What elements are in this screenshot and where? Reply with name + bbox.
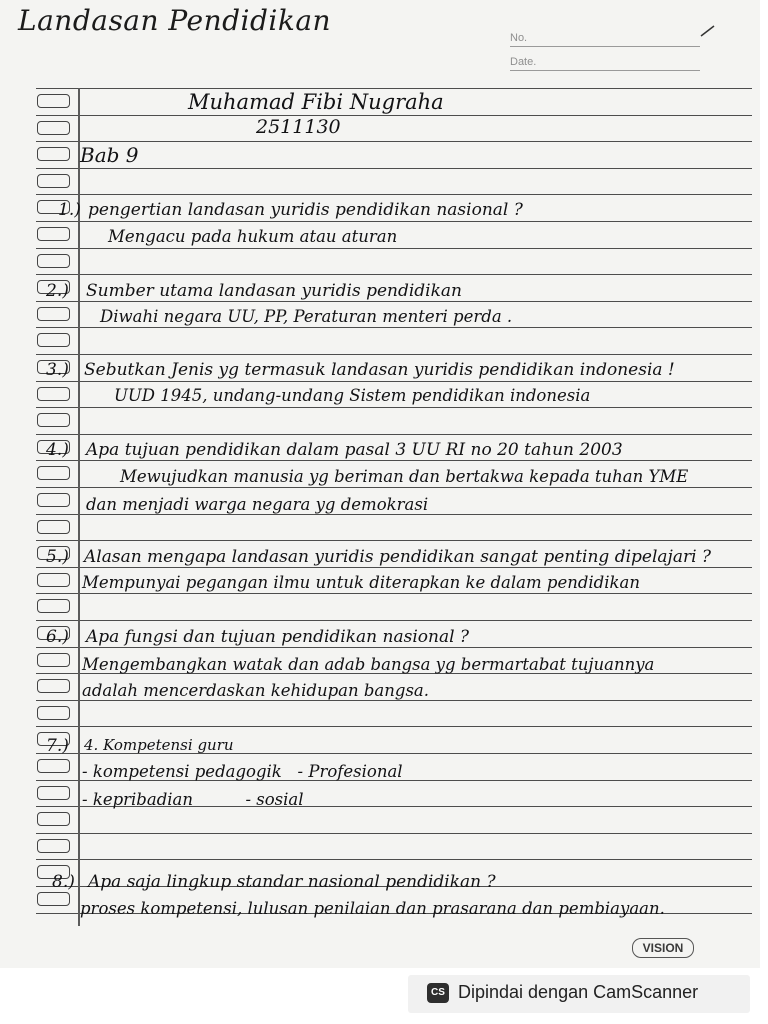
item-number: 8.) [52,872,75,892]
ruled-line [36,407,752,408]
ruled-line [36,354,752,355]
ruled-line [36,194,752,195]
item-question: pengertian landasan yuridis pendidikan nasional ? [88,200,523,220]
item-number: 7.) [46,736,69,756]
ruled-line [36,168,752,169]
no-field [510,32,700,47]
item-number: 2.) [46,281,69,301]
ruled-line [36,88,752,89]
ruled-line [36,460,752,461]
ruled-line [36,115,752,116]
item-question: Apa saja lingkup standar nasional pendidikan ? [88,872,496,892]
ruled-line [36,274,752,275]
ruled-line [36,726,752,727]
ruled-line [36,567,752,568]
ruled-line [36,487,752,488]
margin-checkbox [37,786,70,800]
item-question: Alasan mengapa landasan yuridis pendidikan sangat penting dipelajari ? [84,547,712,567]
item-answer: adalah mencerdaskan kehidupan bangsa. [82,681,429,700]
scanner-watermark [408,975,750,1013]
item-answer: proses kompetensi, lulusan penilaian dan prasarana dan pembiayaan. [80,899,665,918]
margin-checkbox [37,121,70,135]
item-answer: Diwahi negara UU, PP, Peraturan menteri perda . [100,307,513,326]
item-question: Apa fungsi dan tujuan pendidikan nasional ? [86,627,470,647]
ruled-line [36,540,752,541]
date-field [510,56,700,71]
notebook-brand-logo: VISION [632,938,694,958]
ruled-line [36,327,752,328]
no-label: No. [510,32,528,44]
margin-checkbox [37,94,70,108]
ruled-line [36,381,752,382]
item-number: 1.) [58,200,81,220]
margin-checkbox [37,812,70,826]
ruled-line [36,647,752,648]
item-answer: Mempunyai pegangan ilmu untuk diterapkan ke dalam pendidikan [82,573,640,592]
margin-checkbox [37,413,70,427]
margin-checkbox [37,520,70,534]
item-answer: - kompetensi pedagogik - Profesional [82,762,403,781]
ruled-line [36,859,752,860]
margin-checkbox [37,466,70,480]
item-number: 4.) [46,440,69,460]
margin-checkbox [37,387,70,401]
margin-checkbox [37,599,70,613]
item-number: 5.) [46,547,69,567]
margin-checkbox [37,653,70,667]
margin-checkbox [37,307,70,321]
scanner-text: Dipindai dengan CamScanner [458,982,699,1002]
margin-checkbox [37,679,70,693]
item-answer: UUD 1945, undang-undang Sistem pendidikan indonesia [114,386,591,405]
ruled-line [36,301,752,302]
item-answer: Mengacu pada hukum atau aturan [108,227,398,246]
item-number: 3.) [46,360,69,380]
ruled-line [36,248,752,249]
item-question: 4. Kompetensi guru [84,736,234,754]
margin-checkbox [37,333,70,347]
item-question: Sumber utama landasan yuridis pendidikan [86,281,462,301]
ruled-line [36,620,752,621]
camscanner-icon: CS [427,983,449,1003]
item-answer: Mengembangkan watak dan adab bangsa yg bermartabat tujuannya [82,655,655,674]
ruled-line [36,221,752,222]
margin-checkbox [37,254,70,268]
ruled-line [36,700,752,701]
margin-checkbox [37,174,70,188]
margin-checkbox [37,759,70,773]
margin-checkbox [37,839,70,853]
margin-checkbox [37,147,70,161]
item-question: Sebutkan Jenis yg termasuk landasan yuridis pendidikan indonesia ! [84,360,675,380]
margin-checkbox [37,493,70,507]
ruled-line [36,434,752,435]
chapter-label: Bab 9 [80,143,139,167]
pen-stroke-mark [700,24,716,38]
item-answer: - kepribadian - sosial [82,790,304,809]
date-label: Date. [510,56,537,68]
ruled-line [36,833,752,834]
item-answer: dan menjadi warga negara yg demokrasi [86,495,429,514]
ruled-line [36,141,752,142]
margin-checkbox [37,706,70,720]
margin-checkbox [37,892,70,906]
item-answer: Mewujudkan manusia yg beriman dan bertakwa kepada tuhan YME [120,467,689,486]
notebook-header-title: Landasan Pendidikan [18,4,332,37]
margin-checkbox [37,227,70,241]
student-name: Muhamad Fibi Nugraha [188,90,444,114]
item-question: Apa tujuan pendidikan dalam pasal 3 UU RI no 20 tahun 2003 [86,440,623,460]
ruled-line [36,514,752,515]
item-number: 6.) [46,627,69,647]
ruled-line [36,593,752,594]
margin-checkbox [37,573,70,587]
student-nim: 2511130 [256,116,341,138]
